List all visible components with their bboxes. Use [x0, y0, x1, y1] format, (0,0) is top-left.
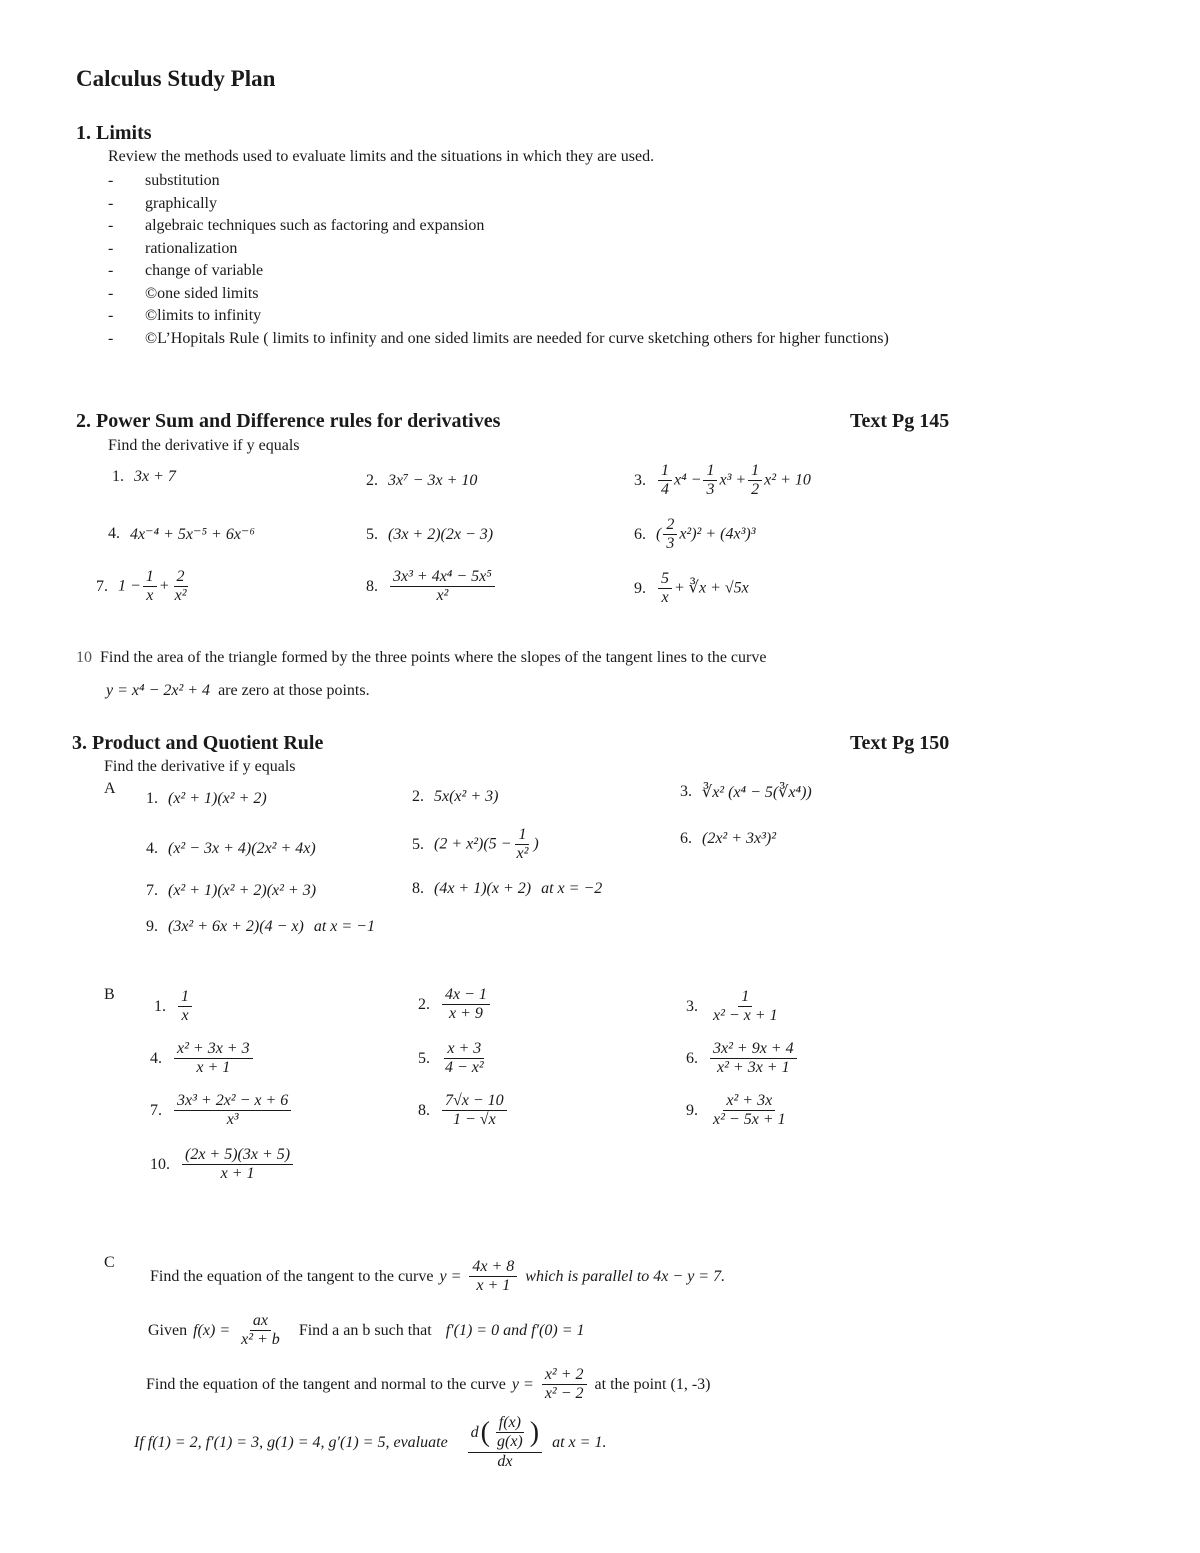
problem-item: 2. 3x⁷ − 3x + 10 — [366, 472, 478, 489]
problem-item: 4. 4x⁻⁴ + 5x⁻⁵ + 6x⁻⁶ — [108, 525, 255, 543]
problem-item: 5. $\frac{x + 3}{\text{4 − x²}}$ — [418, 1040, 484, 1077]
list-item: - change of variable — [108, 262, 264, 279]
problem-item: 9. $\frac{5}{x}$ + ∛x + √5x — [634, 570, 749, 607]
text-page-reference: Text Pg 145 — [850, 410, 950, 432]
problem-item: 9. (3x² + 6x + 2)(4 − x) at x = −1 — [146, 918, 375, 935]
list-item: - algebraic techniques such as factoring and expansion — [108, 217, 485, 234]
problem-item: 1. $\frac{1}{x}$ — [154, 988, 194, 1026]
problem-item: 8. (4x + 1)(x + 2) at x = −2 — [412, 880, 603, 897]
problem-item: 2. $\frac{4x - 1}{x + 9}$ — [418, 986, 492, 1024]
list-item: - ©L’Hopitals Rule ( limits to infinity and one sided limits are needed for curve sketching others for higher functions) — [108, 329, 889, 347]
section-power-rules-heading: 2. Power Sum and Difference rules for derivatives — [76, 410, 501, 432]
problem-10-text-line2: y = x⁴ − 2x² + 4 are zero at those points. — [106, 682, 370, 699]
problem-item: 6. (2x² + 3x³)² — [680, 830, 777, 847]
problem-item: 6. $\frac{\text{3x² + 9x + 4}}{\text{x² + 3x + 1}}$ — [686, 1040, 799, 1078]
problem-10-text: Find the area of the triangle formed by the three points where the slopes of the tangent lines to the curve — [100, 649, 767, 666]
part-b-label: B — [104, 986, 115, 1003]
problem-item: 1. 3x + 7 — [112, 468, 176, 485]
section-product-quotient-intro: Find the derivative if y equals — [104, 758, 296, 775]
problem-item: Given f(x) = $\frac{ax}{\text{x² + b}}$ Find a an b such that f′(1) = 0 and f′(0) = 1 — [148, 1312, 585, 1349]
list-item: - rationalization — [108, 239, 238, 257]
list-item: - substitution — [108, 172, 220, 189]
problem-item: 5. (2 + x²)(5 − $\frac{1}{\text{x²}}$ ) — [412, 826, 539, 863]
problem-item: 4. $\frac{\text{x² + 3x + 3}}{x + 1}$ — [150, 1040, 255, 1078]
problem-item: 7. (x² + 1)(x² + 2)(x² + 3) — [146, 882, 317, 899]
problem-item: Find the equation of the tangent to the curve y = $\frac{4x + 8}{x + 1}$ which is parallel to 4x − y = 7. — [150, 1258, 726, 1295]
problem-item: 9. $\frac{\text{x² + 3x}}{\text{x² − 5x + 1}}$ — [686, 1092, 786, 1129]
section-product-quotient-heading: 3. Product and Quotient Rule — [72, 732, 324, 754]
limits-method-list — [108, 170, 889, 350]
problem-item: 7. $\frac{\text{3x³ + 2x² − x + 6}}{\text{x³}}$ — [150, 1092, 293, 1130]
problem-item: 7. 1 − $\frac{1}{x}$ + $\frac{2}{\text{x²}}$ — [96, 568, 187, 605]
problem-item: 8. $\frac{7√x - 10}{1 - √x}$ — [418, 1092, 509, 1130]
list-item: - ©limits to infinity — [108, 307, 262, 324]
problem-item: 8. $\frac{\text{3x³ + 4x⁴ − 5x⁵}}{\text{x²}}$ — [366, 568, 497, 606]
text-page-reference: Text Pg 150 — [850, 732, 950, 754]
problem-10-number: 10 — [76, 649, 92, 666]
list-item: - graphically — [108, 194, 217, 212]
list-item: - ©one sided limits — [108, 284, 259, 302]
page-title: Calculus Study Plan — [76, 66, 276, 91]
problem-item: If f(1) = 2, f′(1) = 3, g(1) = 4, g′(1) = 5, evaluate d ( $\frac{f(x)}{g(x)}$ ) dx at x = 1. — [134, 1414, 607, 1470]
problem-item: 6. ( $\frac{2}{3}$ x²)² + (4x³)³ — [634, 516, 756, 553]
problem-item: 3. $\frac{1}{4}$ x⁴ − $\frac{1}{3}$ x³ + $\frac{1}{2}$ x² + 10 — [634, 462, 811, 499]
problem-item: 1. (x² + 1)(x² + 2) — [146, 790, 267, 807]
problem-item: 4. (x² − 3x + 4)(2x² + 4x) — [146, 840, 316, 857]
part-a-label: A — [104, 780, 116, 797]
problem-item: 3. ∛x² (x⁴ − 5(∛x⁴)) — [680, 783, 812, 801]
problem-item: 5. (3x + 2)(2x − 3) — [366, 526, 494, 543]
part-c-label: C — [104, 1254, 115, 1271]
section-limits-heading: 1. Limits — [76, 122, 152, 144]
problem-item: 10. $\frac{(2x + 5)(3x + 5)}{x + 1}$ — [150, 1146, 295, 1184]
problem-item: 3. $\frac{1}{\text{x² − x + 1}}$ — [686, 988, 778, 1025]
problem-item: Find the equation of the tangent and normal to the curve y = $\frac{\text{x² + 2}}{\text{x² − 2}}$ at the point (1, -3) — [146, 1366, 711, 1403]
section-power-rules-intro: Find the derivative if y equals — [108, 437, 300, 454]
section-limits-intro: Review the methods used to evaluate limits and the situations in which they are used. — [108, 148, 655, 165]
problem-item: 2. 5x(x² + 3) — [412, 788, 499, 805]
